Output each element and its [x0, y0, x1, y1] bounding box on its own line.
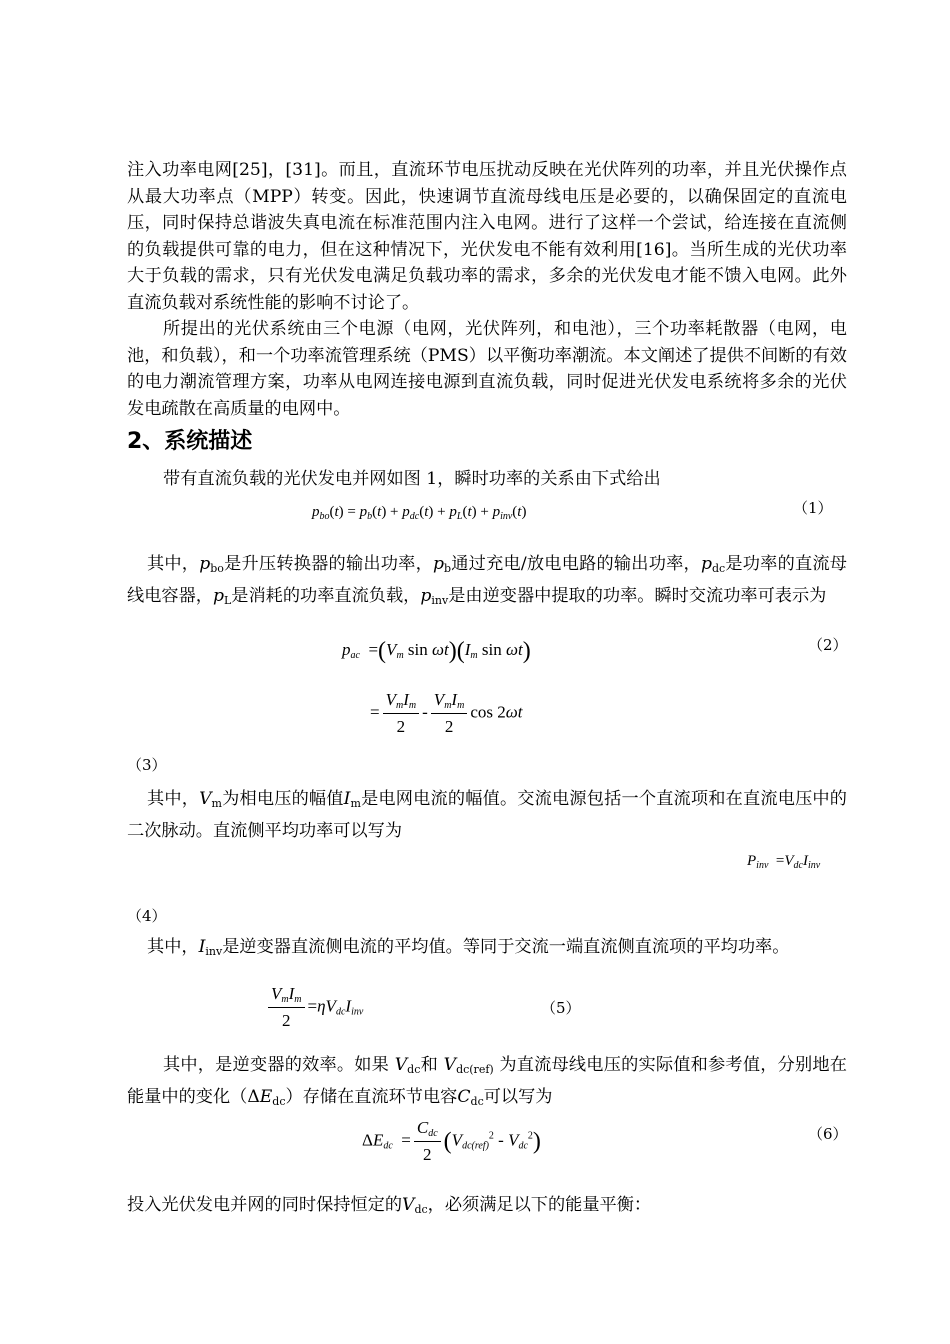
paragraph-intro: 注入功率电网[25]，[31]。而且，直流环节电压扰动反映在光伏阵列的功率，并且光伏操作点从最大功率点（MPP）转变。因此，快速调节直流母线电压是必要的，以确保固定的直流电压，同时保持总谐波失真电流在标准范围内注入电网。进行了这样一个尝试，给连接在直流侧的负载提供可靠的电力，但在这种情况下，光伏发电不能有效利用[16]。当所生成的光伏功率大于负载的需求，只有光伏发电满足负载功率的需求，多余的光伏发电才能不馈入电网。此外直流负载对系统性能的影响不讨论了。 — [127, 160, 847, 313]
equation-1: $p_{bo}(t) = p_b(t) + p_{dc}(t) + p_L(t) + p_{inv}(t)$ — [312, 504, 527, 522]
equation-5: $\frac{V_mI_m}{2}$ $=\eta V_{dc}I_{inv}$ — [265, 984, 363, 1031]
paragraph-energy-change: 其中，是逆变器的效率。如果 Vdc和 Vdc(ref) 为直流母线电压的实际值和参考值，分别地在能量中的变化（ΔEdc）存储在直流环节电容Cdc可以写为 — [127, 1055, 847, 1108]
paragraph-eq1-intro: 带有直流负载的光伏发电并网如图 1，瞬时功率的关系由下式给出 — [163, 469, 661, 489]
equation-number-4: （4） — [127, 907, 167, 925]
section-heading: 2、系统描述 — [127, 429, 253, 454]
equation-number-2: （2） — [808, 636, 848, 654]
equation-number-6: （6） — [808, 1125, 848, 1143]
equation-4: $P_{inv} =V_{dc}I_{inv}$ — [747, 853, 821, 871]
paragraph-inverter-current: 其中，Iinv是逆变器直流侧电流的平均值。等同于交流一端直流侧直流项的平均功率。 — [147, 937, 790, 958]
paragraph-power-terms: 其中，pbo是升压转换器的输出功率，pb通过充电/放电电路的输出功率，pdc是功率的直流母线电容器，pL是消耗的功率直流负载，pinv是由逆变器中提取的功率。瞬时交流功率可表示为 — [127, 554, 847, 607]
equation-number-3: （3） — [127, 756, 167, 774]
equation-number-1: （1） — [793, 499, 833, 517]
paragraph-amplitude: 其中，Vm为相电压的幅值Im是电网电流的幅值。交流电源包括一个直流项和在直流电压中的二次脉动。直流侧平均功率可以写为 — [127, 789, 847, 841]
paragraph-energy-balance: 投入光伏发电并网的同时保持恒定的Vdc，必须满足以下的能量平衡： — [127, 1195, 652, 1216]
equation-2: $p_{ac} =(V_m$ $\sin \omega t)(I_m$ sin ωt) — [342, 638, 531, 664]
paragraph-system-overview: 所提出的光伏系统由三个电源（电网，光伏阵列，和电池），三个功率耗散器（电网，电池，和负载），和一个功率流管理系统（PMS）以平衡功率潮流。本文阐述了提供不间断的有效的电力潮流管理方案，功率从电网连接电源到直流负载，同时促进光伏发电系统将多余的光伏发电疏散在高质量的电网中。 — [127, 319, 847, 419]
equation-6: $\Delta E_{dc}$ = $\frac{C_{dc}}{2}$ $(V_{dc(ref)}^2 - V_{dc}^2)$ — [362, 1118, 541, 1164]
equation-3: = $\frac{V_mI_m}{2}$ - $\frac{V_mI_m}{2}$ cos 2ωt — [370, 690, 523, 736]
equation-number-5: （5） — [541, 999, 581, 1017]
